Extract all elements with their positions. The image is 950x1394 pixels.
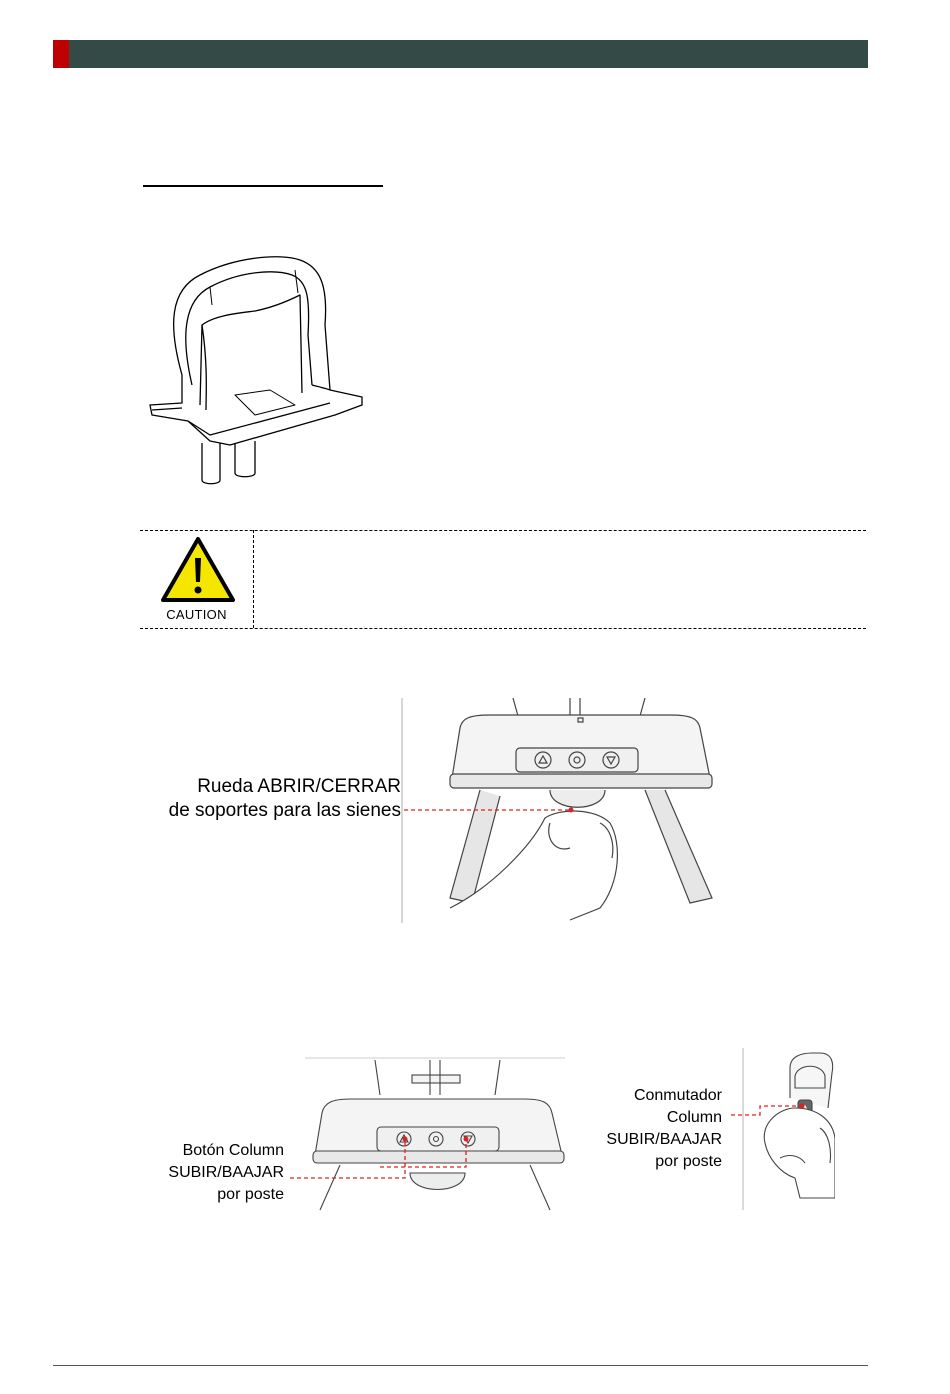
warning-triangle-icon: [160, 536, 236, 604]
column-button-callout-line2: SUBIR/BAAJAR: [168, 1164, 284, 1181]
header-accent: [53, 40, 69, 68]
header-bar: [53, 40, 868, 68]
column-button-illustration: [300, 1055, 570, 1213]
temple-wheel-callout-line1: Rueda ABRIR/CERRAR: [197, 776, 401, 797]
column-switch-callout: [606, 1085, 722, 1173]
column-button-callout-line1: Botón Column: [182, 1142, 284, 1159]
column-switch-callout-line1: Conmutador: [633, 1087, 722, 1104]
caution-label: CAUTION: [166, 607, 227, 622]
caution-divider: [253, 530, 254, 628]
footer-rule: [53, 1365, 868, 1366]
column-switch-callout-line4: por poste: [655, 1153, 722, 1170]
column-button-callout-line3: por poste: [217, 1186, 284, 1203]
column-button-callout: [168, 1140, 284, 1206]
column-switch-callout-line2: Column: [666, 1109, 722, 1126]
section-heading-underline: [143, 185, 383, 187]
temple-wheel-callout-line2: de soportes para las sienes: [168, 800, 401, 821]
column-switch-illustration: [740, 1048, 835, 1210]
temple-wheel-callout: [169, 775, 401, 823]
temple-support-wheel-illustration: [400, 698, 720, 923]
chin-rest-illustration: [140, 245, 380, 490]
column-switch-callout-line3: SUBIR/BAAJAR: [606, 1131, 722, 1148]
